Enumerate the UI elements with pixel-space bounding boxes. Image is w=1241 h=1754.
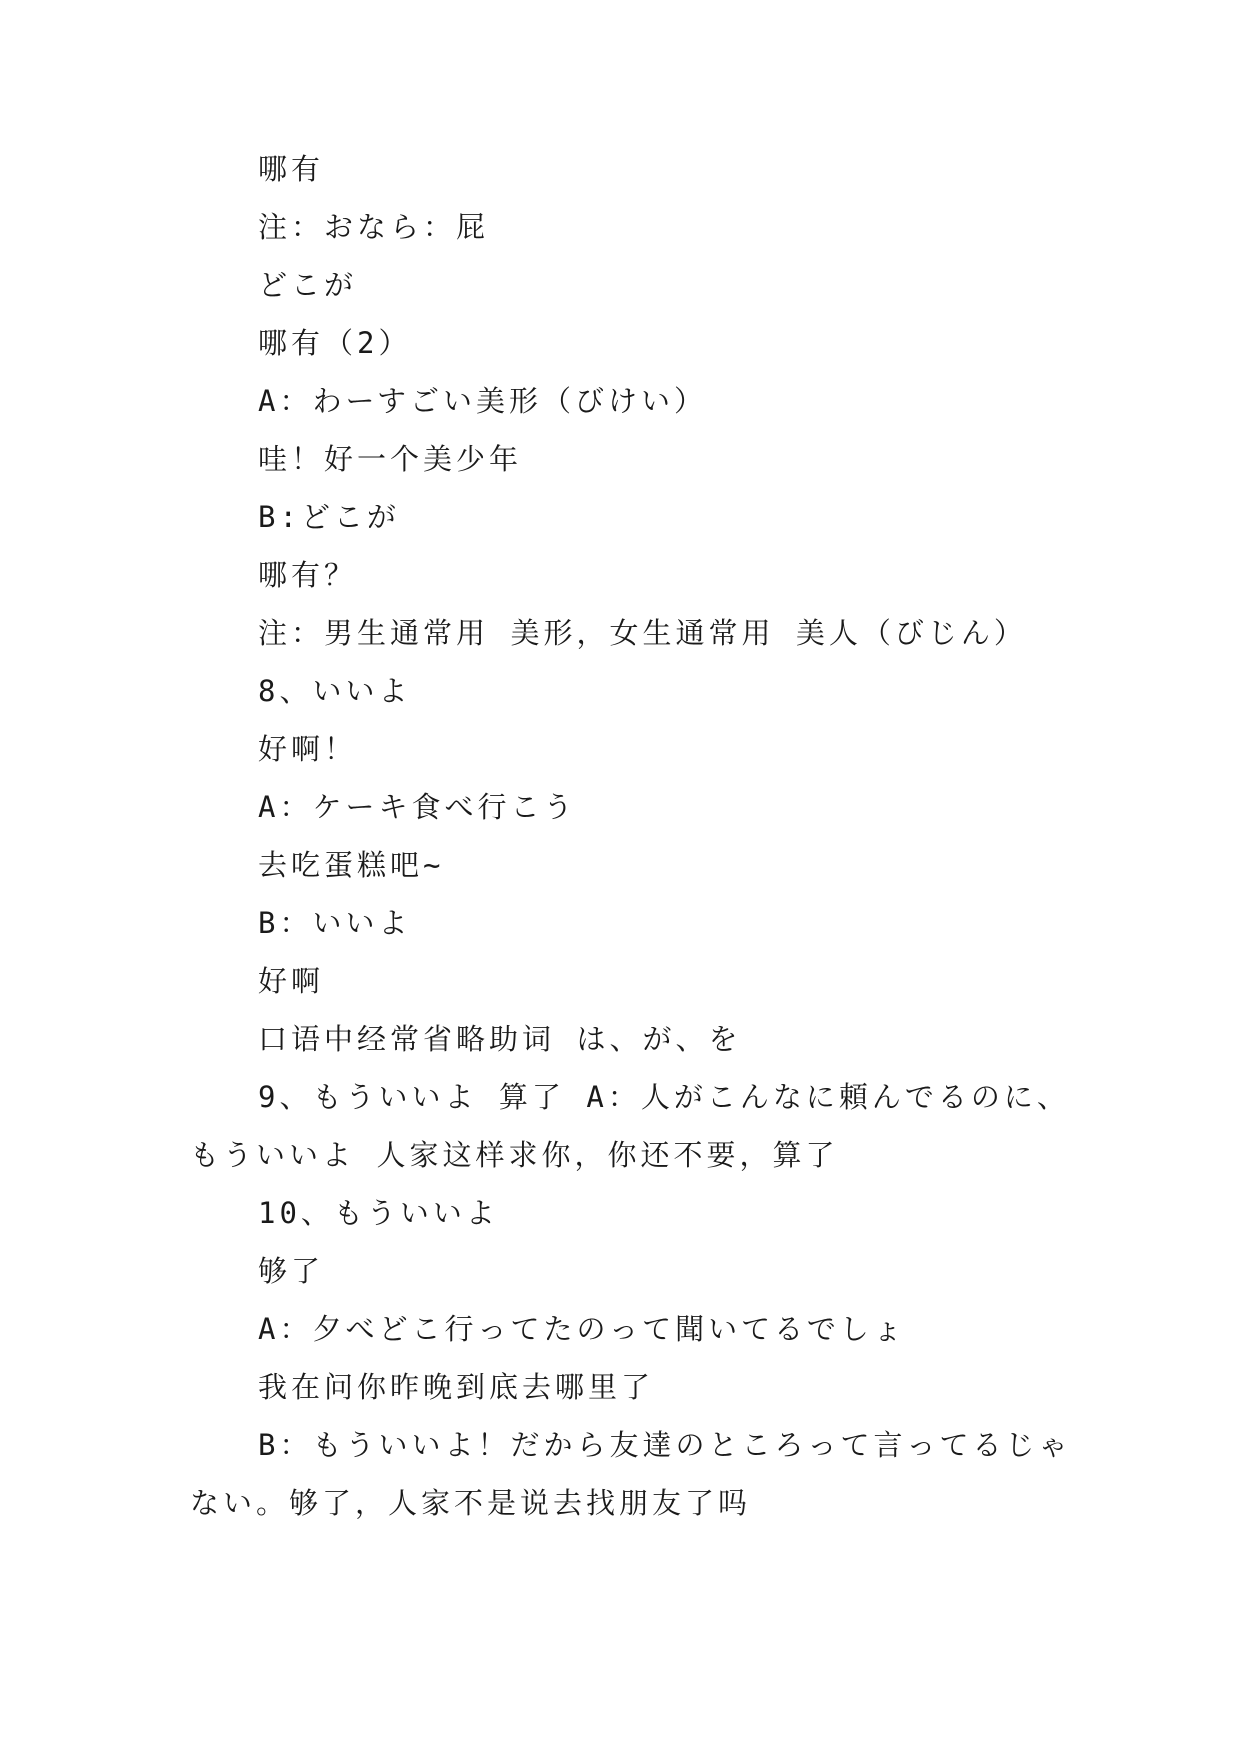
dialogue-line: A：ケーキ食べ行こう bbox=[258, 790, 577, 824]
translation-line: 哪有？ bbox=[258, 558, 358, 592]
dialogue-line: B：いいよ bbox=[258, 906, 412, 940]
translation-line: 我在问你昨晚到底去哪里了 bbox=[258, 1370, 655, 1404]
translation-line: 去吃蛋糕吧~ bbox=[258, 848, 445, 882]
dialogue-paragraph: B：もういいよ！だから友達のところって言ってるじゃない。够了，人家不是说去找朋友了吗 bbox=[190, 1428, 1072, 1520]
translation-line: 好啊！ bbox=[258, 732, 358, 766]
note-line: 注：男生通常用 美形，女生通常用 美人（びじん） bbox=[258, 616, 1027, 650]
document-body bbox=[190, 140, 1090, 1532]
text-line: どこが bbox=[258, 268, 358, 302]
section-paragraph: 9、もういいよ 算了 A：人がこんなに頼んでるのに、もういいよ 人家这样求你，你还不要，算了 bbox=[190, 1080, 1070, 1172]
translation-line: 哇！好一个美少年 bbox=[258, 442, 523, 476]
text-line: 哪有 bbox=[258, 152, 325, 186]
dialogue-line: A：夕べどこ行ってたのって聞いてるでしょ bbox=[258, 1312, 906, 1346]
dialogue-line: A：わーすごい美形（びけい） bbox=[258, 384, 708, 418]
translation-line: 够了 bbox=[258, 1254, 325, 1288]
section-heading: 8、いいよ bbox=[258, 674, 412, 708]
dialogue-line: B:どこが bbox=[258, 500, 400, 534]
section-heading: 10、もういいよ bbox=[258, 1196, 499, 1230]
note-line: 注：おなら：屁 bbox=[258, 210, 490, 244]
section-heading: 哪有（2） bbox=[258, 326, 412, 360]
note-line: 口语中经常省略助词 は、が、を bbox=[258, 1022, 742, 1056]
translation-line: 好啊 bbox=[258, 964, 325, 998]
